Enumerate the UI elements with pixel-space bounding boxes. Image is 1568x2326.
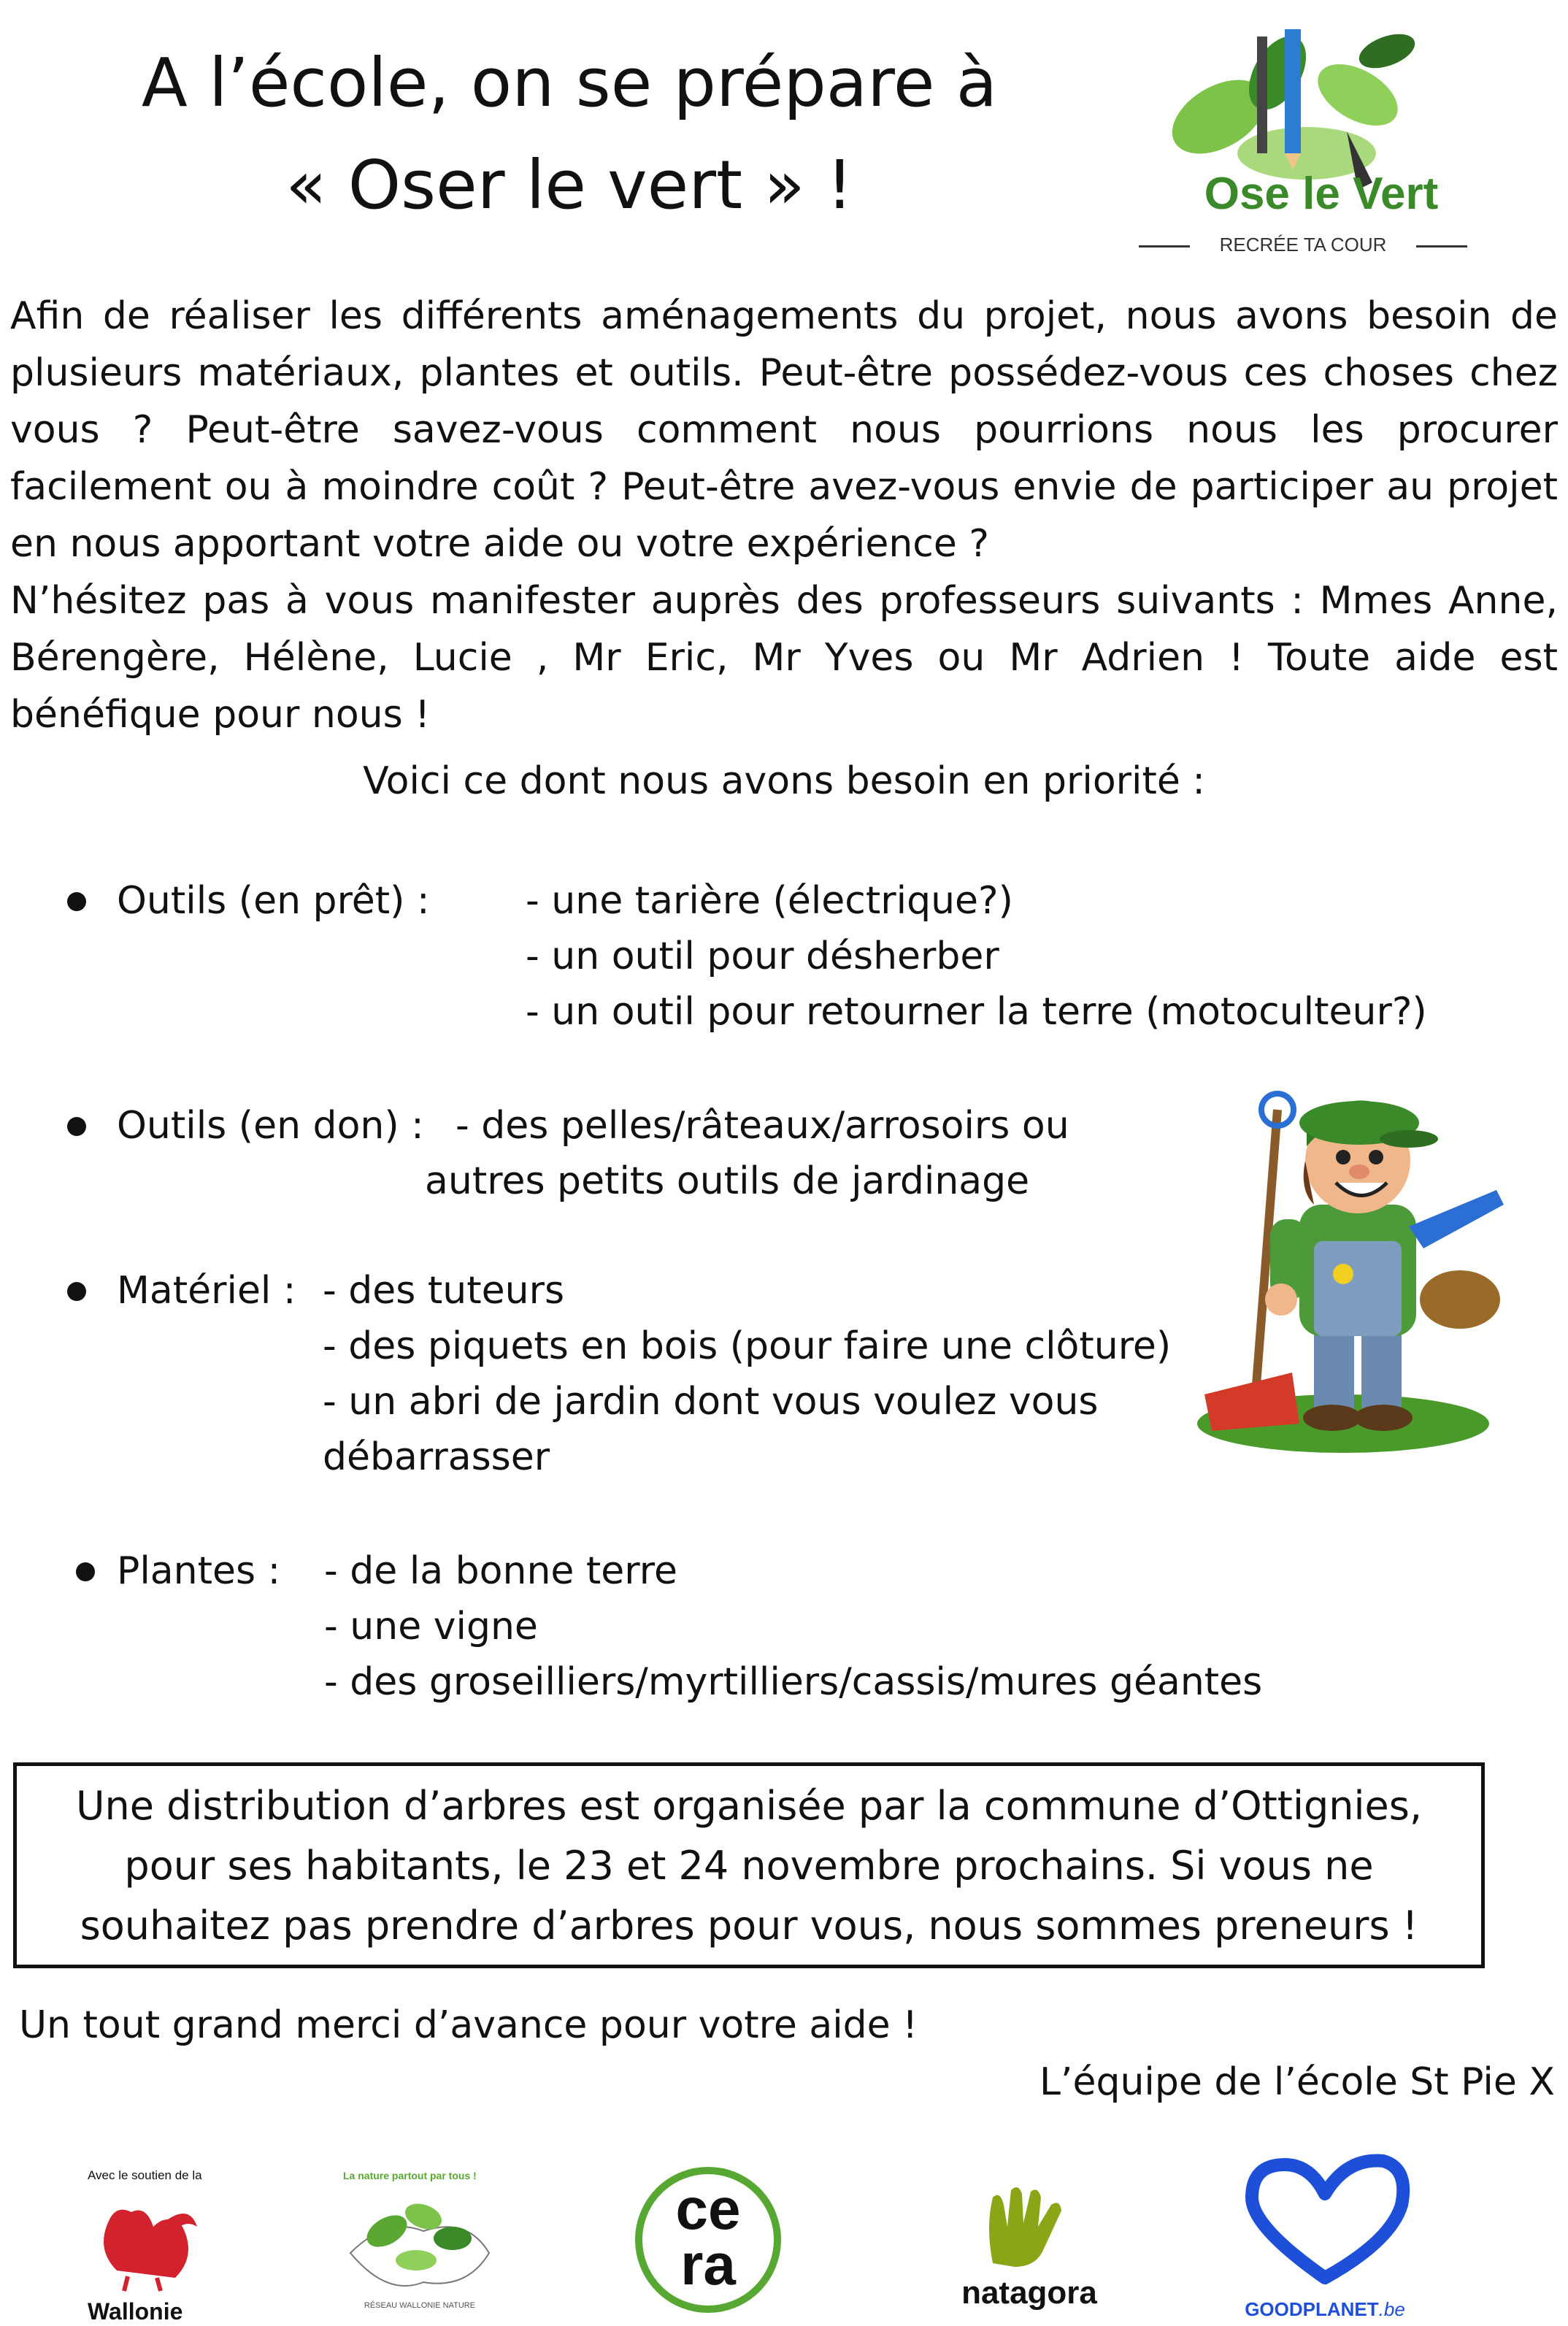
section-label-materiel: Matériel :	[117, 1269, 296, 1313]
section-label-outils-pret: Outils (en prêt) :	[117, 879, 430, 923]
list-item: - de la bonne terre	[324, 1549, 677, 1593]
list-item: - une vigne	[324, 1605, 538, 1648]
list-item: - un outil pour retourner la terre (motoculteur?)	[526, 990, 1427, 1034]
goodplanet-label	[1226, 2298, 1423, 2321]
notice-line: Une distribution d’arbres est organisée par la commune d’Ottignies,	[76, 1783, 1422, 1829]
list-item: - un outil pour désherber	[526, 934, 999, 978]
wallonie-caption: Avec le soutien de la	[88, 2168, 202, 2182]
cera-logo	[635, 2167, 796, 2320]
goodplanet-suffix: .be	[1378, 2298, 1405, 2320]
goodplanet-logo	[1226, 2154, 1423, 2322]
bullet	[67, 1282, 86, 1301]
reseau-wallonie-nature-logo	[336, 2170, 504, 2316]
list-item: débarrasser	[323, 1435, 550, 1479]
intro-line: N’hésitez pas à vous manifester auprès des professeurs suivants : Mmes Anne,	[10, 579, 1558, 623]
bullet	[76, 1562, 95, 1581]
reseau-leaves-icon	[343, 2187, 496, 2297]
notice-box	[13, 1762, 1485, 1968]
gardener-illustration	[1190, 1081, 1511, 1460]
page-title-line2: « Oser le vert » !	[285, 146, 853, 224]
hand-icon	[971, 2183, 1088, 2271]
ose-le-vert-logo	[1139, 7, 1467, 256]
notice-line: pour ses habitants, le 23 et 24 novembre prochains. Si vous ne	[124, 1843, 1374, 1889]
brand-tagline: RECRÉE TA COUR	[1219, 234, 1387, 256]
brand-tagline-row	[1139, 234, 1467, 256]
list-item: - des groseilliers/myrtilliers/cassis/mures géantes	[324, 1660, 1263, 1704]
intro-paragraph	[10, 288, 1558, 743]
intro-line: facilement ou à moindre coût ? Peut-être avez-vous envie de participer au projet	[10, 465, 1558, 509]
notice-line: souhaitez pas prendre d’arbres pour vous, nous sommes preneurs !	[80, 1903, 1418, 1949]
cera-text-line1: ce	[675, 2176, 741, 2241]
tagline-rule-left	[1139, 245, 1190, 247]
intro-line: Bérengère, Hélène, Lucie , Mr Eric, Mr Yves ou Mr Adrien ! Toute aide est	[10, 636, 1558, 680]
tagline-rule-right	[1416, 245, 1467, 247]
intro-line: bénéfique pour nous !	[10, 693, 431, 737]
list-item: autres petits outils de jardinage	[425, 1159, 1030, 1203]
list-item: - des tuteurs	[323, 1269, 565, 1313]
brand-name: Ose le Vert	[1204, 169, 1439, 219]
intro-line: en nous apportant votre aide ou votre expérience ?	[10, 522, 989, 566]
natagora-logo	[949, 2183, 1110, 2314]
reseau-caption-top: La nature partout par tous !	[343, 2170, 477, 2181]
priority-lead: Voici ce dont nous avons besoin en priorité :	[363, 759, 1205, 803]
wallonie-logo	[73, 2168, 219, 2325]
section-label-plantes: Plantes :	[117, 1549, 281, 1593]
wallonie-name: Wallonie	[88, 2298, 183, 2325]
natagora-name: natagora	[961, 2275, 1097, 2311]
intro-line: Afin de réaliser les différents aménagements du projet, nous avons besoin de	[10, 294, 1558, 338]
rooster-icon	[88, 2198, 204, 2292]
bullet	[67, 892, 86, 911]
page-title-line1: A l’école, on se prépare à	[141, 44, 998, 122]
intro-line: plusieurs matériaux, plantes et outils. Peut-être possédez-vous ces choses chez	[10, 351, 1558, 395]
list-item: - des piquets en bois (pour faire une clôture)	[323, 1324, 1172, 1368]
signature: L’équipe de l’école St Pie X	[1039, 2060, 1555, 2104]
heart-icon	[1237, 2154, 1413, 2292]
section-label-outils-don: Outils (en don) :	[117, 1104, 424, 1148]
list-item: - des pelles/râteaux/arrosoirs ou	[456, 1104, 1069, 1148]
thanks-text: Un tout grand merci d’avance pour votre aide !	[19, 2003, 918, 2047]
cera-text-line2: ra	[680, 2232, 736, 2297]
reseau-caption-bottom: RÉSEAU WALLONIE NATURE	[364, 2301, 476, 2310]
goodplanet-name: GOODPLANET	[1245, 2298, 1379, 2320]
list-item: - un abri de jardin dont vous voulez vous	[323, 1380, 1099, 1424]
list-item: - une tarière (électrique?)	[526, 879, 1013, 923]
bullet	[67, 1117, 86, 1136]
intro-line: vous ? Peut-être savez-vous comment nous pourrions nous les procurer	[10, 408, 1558, 452]
